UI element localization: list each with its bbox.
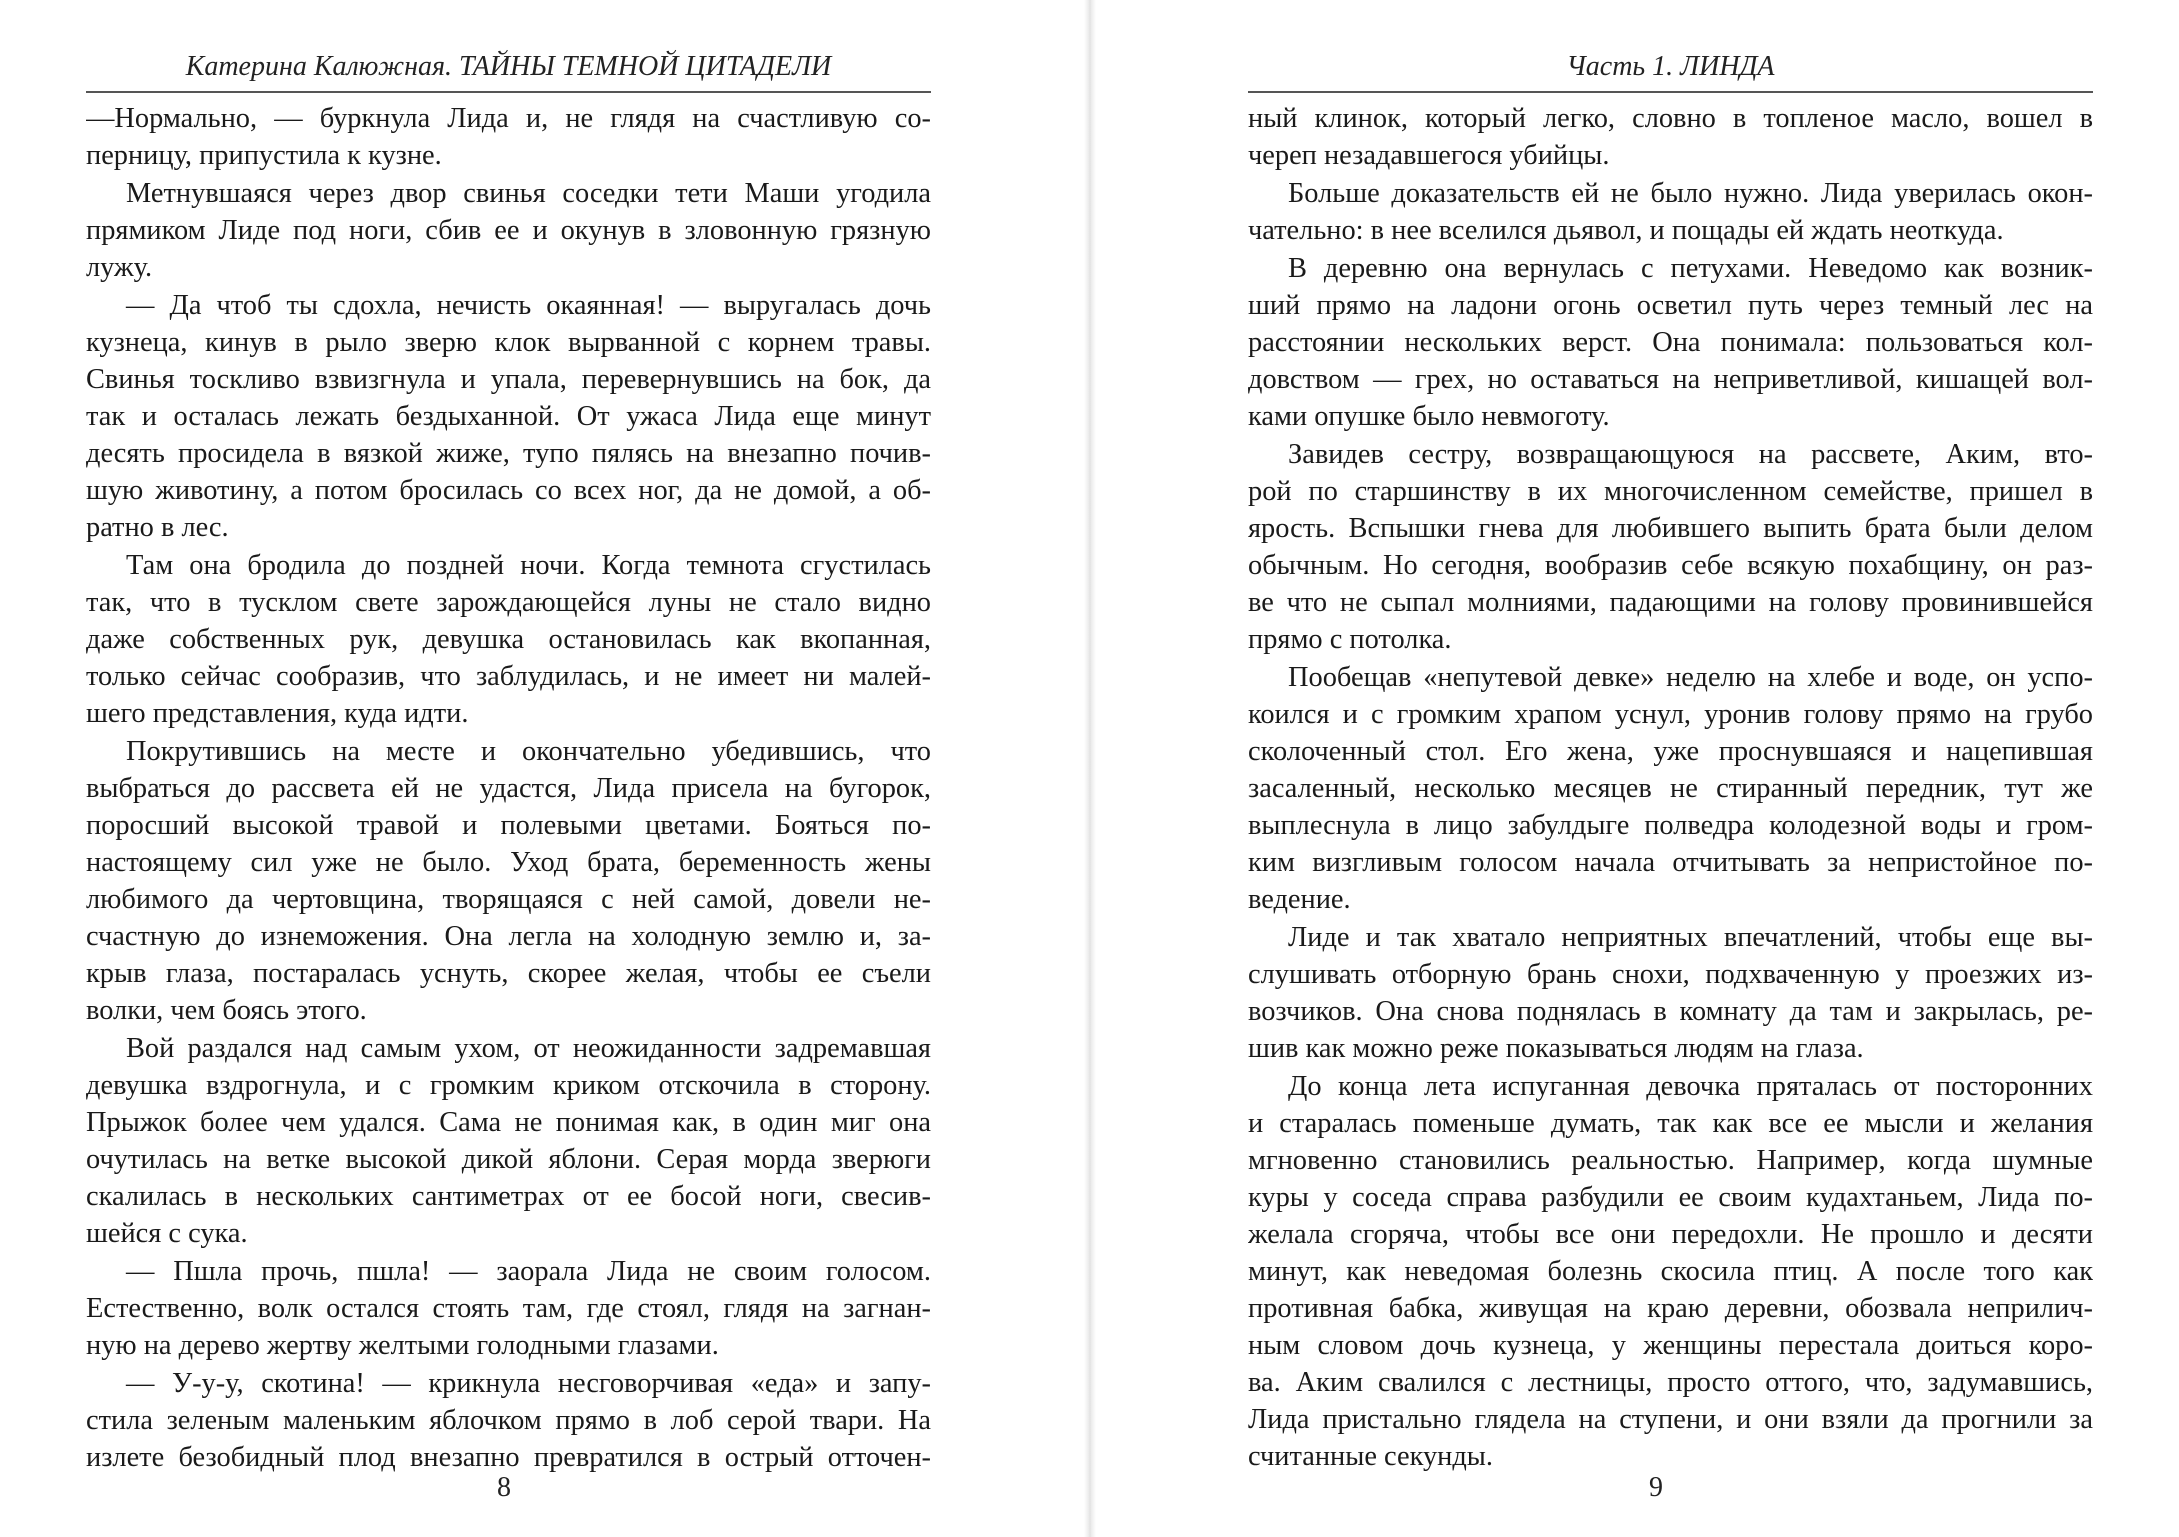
text-line: возчиков. Она снова поднялась в комнату да там и закрылась, ре- (1248, 996, 2093, 1027)
text-line: минут, как неведомая болезнь скосила птиц. А после того как (1248, 1256, 2093, 1287)
text-line: прямо с потолка. (1248, 624, 1452, 655)
text-line: Прыжок более чем удался. Сама не понимая как, в один миг она (86, 1107, 931, 1138)
text-line: поросший высокой травой и полевыми цветами. Бояться по- (86, 810, 931, 841)
text-line: Там она бродила до поздней ночи. Когда темнота сгустилась (126, 550, 931, 581)
text-line: — Пшла прочь, пшла! — заорала Лида не своим голосом. (126, 1256, 931, 1287)
text-line: слушивать отборную брань снохи, подхваченную у проезжих из- (1248, 959, 2093, 990)
text-line: кузнеца, кинув в рыло зверю клок вырванной с корнем травы. (86, 327, 931, 358)
text-line: ным словом дочь кузнеца, у женщины перестала доиться коро- (1248, 1330, 2093, 1361)
text-line: ратно в лес. (86, 512, 229, 543)
text-line: девушка вздрогнула, и с громким криком отскочила в сторону. (86, 1070, 931, 1101)
text-line: Пообещав «непутевой девке» неделю на хлебе и воде, он успо- (1288, 662, 2093, 693)
text-line: даже собственных рук, девушка остановилась как вкопанная, (86, 624, 931, 655)
text-line: мгновенно становились реальностью. Например, когда шумные (1248, 1145, 2093, 1176)
text-line: До конца лета испуганная девочка пряталась от посторонних (1288, 1071, 2093, 1102)
text-line: ный клинок, который легко, словно в топленое масло, вошел в (1248, 103, 2093, 134)
text-line: череп незадавшегося убийцы. (1248, 140, 1610, 171)
text-line: довством — грех, но оставаться на неприветливой, кишащей вол- (1248, 364, 2093, 395)
text-line: ва. Аким свалился с лестницы, просто оттого, что, задумавшись, (1248, 1367, 2093, 1398)
text-line: ведение. (1248, 884, 1351, 915)
text-line: — У-у-у, скотина! — крикнула несговорчивая «еда» и запу- (126, 1368, 931, 1399)
right-page (1090, 0, 2179, 1537)
text-line: Завидев сестру, возвращающуюся на рассвете, Аким, вто- (1288, 439, 2093, 470)
text-line: шую животину, а потом бросилась со всех ног, да не домой, а об- (86, 475, 931, 506)
text-line: крыв глаза, постаралась уснуть, скорее желая, чтобы ее съели (86, 958, 931, 989)
right-header-rule (1248, 91, 2093, 93)
text-line: шейся с сука. (86, 1218, 248, 1249)
text-line: только сейчас сообразив, что заблудилась, и не имеет ни малей- (86, 661, 931, 692)
text-line: Лиде и так хватало неприятных впечатлений, чтобы еще вы- (1288, 922, 2093, 953)
text-line: Лида пристально глядела на ступени, и они взяли да прогнили за (1248, 1404, 2093, 1435)
text-line: ший прямо на ладони огонь осветил путь через темный лес на (1248, 290, 2093, 321)
text-line: очутилась на ветке высокой дикой яблони. Серая морда зверюги (86, 1144, 931, 1175)
text-line: настоящему сил уже не было. Уход брата, беременность жены (86, 847, 931, 878)
text-line: волки, чем боясь этого. (86, 995, 367, 1026)
text-line: куры у соседа справа разбудили ее своим кудахтаньем, Лида по- (1248, 1182, 2093, 1213)
text-line: —Нормально, — буркнула Лида и, не глядя на счастливую со- (86, 103, 931, 134)
right-body-text (1248, 100, 2093, 1475)
text-line: десять просидела в вязкой жиже, тупо пялясь на внезапно почив- (86, 438, 931, 469)
text-line: шего представления, куда идти. (86, 698, 469, 729)
text-line: желала сгоряча, чтобы все они передохли. Не прошло и десяти (1248, 1219, 2093, 1250)
text-line: коился и с громким храпом уснул, уронив голову прямо на грубо (1248, 699, 2093, 730)
text-line: выбраться до рассвета ей не удастся, Лида присела на бугорок, (86, 773, 931, 804)
left-running-head: Катерина Калюжная. ТАЙНЫ ТЕМНОЙ ЦИТАДЕЛИ (185, 51, 832, 82)
text-line: лужу. (86, 252, 153, 283)
text-line: считанные секунды. (1248, 1441, 1493, 1472)
text-line: прямиком Лиде под ноги, сбив ее и окунув в зловонную грязную (86, 215, 931, 246)
text-line: так, что в тусклом свете зарождающейся луны не стало видно (86, 587, 931, 618)
text-line: скалилась в нескольких сантиметрах от ее босой ноги, свесив- (86, 1181, 931, 1212)
text-line: выплеснула в лицо забулдыге полведра колодезной воды и гром- (1248, 810, 2093, 841)
text-line: ве что не сыпал молниями, падающими на голову провинившейся (1248, 587, 2093, 618)
text-line: Метнувшаяся через двор свинья соседки тети Маши угодила (126, 178, 931, 209)
left-body-text (86, 100, 931, 1476)
text-line: Естественно, волк остался стоять там, где стоял, глядя на загнан- (86, 1293, 931, 1324)
text-line: Больше доказательств ей не было нужно. Лида уверилась окон- (1288, 178, 2093, 209)
page-number: 9 (1649, 1472, 1663, 1503)
text-line: сколоченный стол. Его жена, уже проснувшаяся и нацепившая (1248, 736, 2093, 767)
text-line: — Да чтоб ты сдохла, нечисть окаянная! — выругалась дочь (126, 290, 931, 321)
text-line: Покрутившись на месте и окончательно убедившись, что (126, 736, 931, 767)
text-line: стила зеленым маленьким яблочком прямо в лоб серой твари. На (86, 1405, 931, 1436)
text-line: счастную до изнеможения. Она легла на холодную землю и, за- (86, 921, 931, 952)
text-line: Вой раздался над самым ухом, от неожиданности задремавшая (126, 1033, 931, 1064)
left-header-rule (86, 91, 931, 93)
right-running-head: Часть 1. ЛИНДА (1566, 51, 1775, 82)
text-line: ками опушке было невмоготу. (1248, 401, 1610, 432)
text-line: любимого да чертовщина, творящаяся с ней самой, довели не- (86, 884, 931, 915)
text-line: перницу, припустила к кузне. (86, 140, 442, 171)
text-line: засаленный, несколько месяцев не стиранный передник, тут же (1248, 773, 2093, 804)
text-line: ярость. Вспышки гнева для любившего выпить брата были делом (1248, 513, 2093, 544)
text-line: расстоянии нескольких верст. Она понимала: пользоваться кол- (1248, 327, 2093, 358)
text-line: обычным. Но сегодня, вообразив себе всякую похабщину, он раз- (1248, 550, 2093, 581)
page-number: 8 (497, 1472, 511, 1503)
text-line: чательно: в нее вселился дьявол, и пощады ей ждать неоткуда. (1248, 215, 2004, 246)
text-line: противная бабка, живущая на краю деревни, обозвала неприлич- (1248, 1293, 2093, 1324)
text-line: В деревню она вернулась с петухами. Неведомо как возник- (1288, 253, 2093, 284)
text-line: Свинья тоскливо взвизгнула и упала, перевернувшись на бок, да (86, 364, 931, 395)
text-line: ную на дерево жертву желтыми голодными глазами. (86, 1330, 719, 1361)
text-line: ким визгливым голосом начала отчитывать за непристойное по- (1248, 847, 2093, 878)
text-line: рой по старшинству в их многочисленном семействе, пришел в (1248, 476, 2093, 507)
left-page (0, 0, 1089, 1537)
text-line: так и осталась лежать бездыханной. От ужаса Лида еще минут (86, 401, 931, 432)
text-line: и старалась поменьше думать, так как все ее мысли и желания (1248, 1108, 2093, 1139)
text-line: излете безобидный плод внезапно превратился в острый отточен- (86, 1442, 931, 1473)
text-line: шив как можно реже показываться людям на глаза. (1248, 1033, 1864, 1064)
